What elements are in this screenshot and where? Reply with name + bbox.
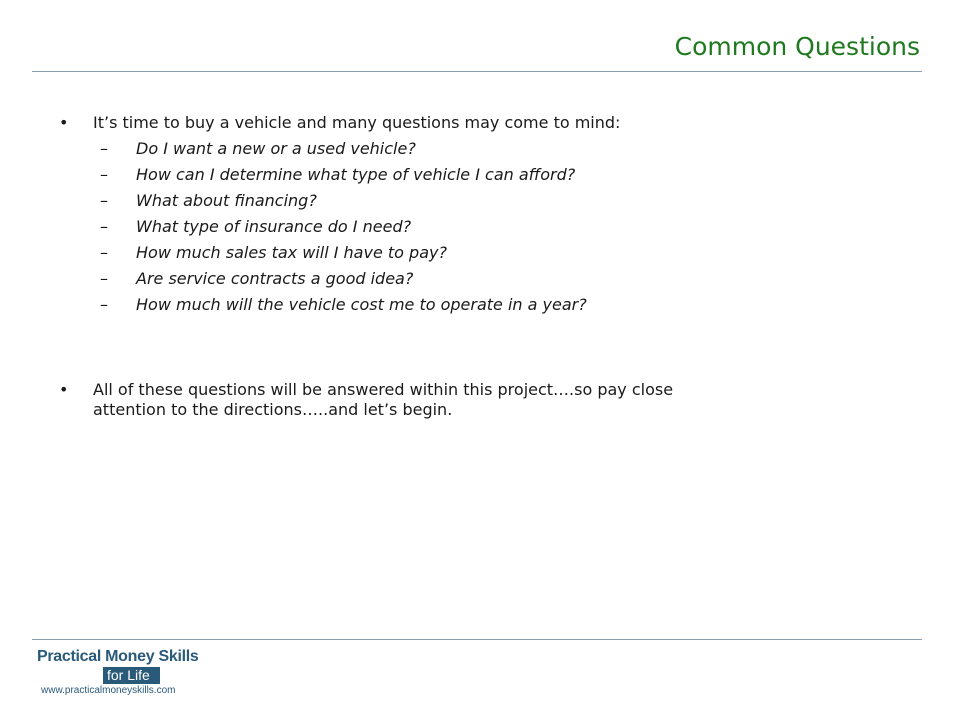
question-text: How much will the vehicle cost me to operate in a year? xyxy=(136,295,587,314)
question-text: Are service contracts a good idea? xyxy=(136,269,414,288)
logo-wordmark: Practical Money Skills xyxy=(37,648,199,665)
bullet-marker: • xyxy=(59,113,69,132)
dash-marker: – xyxy=(100,295,108,314)
logo-url: www.practicalmoneyskills.com xyxy=(41,685,176,696)
question-text: How can I determine what type of vehicle I can afford? xyxy=(136,165,576,184)
question-text: How much sales tax will I have to pay? xyxy=(136,243,447,262)
bullet-closing-text xyxy=(93,380,673,420)
question-text: What about financing? xyxy=(136,191,317,210)
dash-marker: – xyxy=(100,191,108,210)
bullet-intro-text: It’s time to buy a vehicle and many questions may come to mind: xyxy=(93,113,621,132)
question-text: What type of insurance do I need? xyxy=(136,217,412,236)
bullet-closing-line1: All of these questions will be answered within this project….so pay close xyxy=(93,380,674,399)
footer-divider xyxy=(32,639,922,640)
dash-marker: – xyxy=(100,139,108,158)
bullet-closing-line2: attention to the directions…..and let’s begin. xyxy=(93,400,453,419)
question-text: Do I want a new or a used vehicle? xyxy=(136,139,416,158)
title-divider xyxy=(32,71,922,72)
bullet-marker: • xyxy=(59,380,69,399)
dash-marker: – xyxy=(100,217,108,236)
dash-marker: – xyxy=(100,165,108,184)
dash-marker: – xyxy=(100,243,108,262)
brand-logo xyxy=(37,648,217,698)
slide-title: Common Questions xyxy=(674,32,920,61)
logo-tagline-box: for Life xyxy=(103,667,160,684)
dash-marker: – xyxy=(100,269,108,288)
